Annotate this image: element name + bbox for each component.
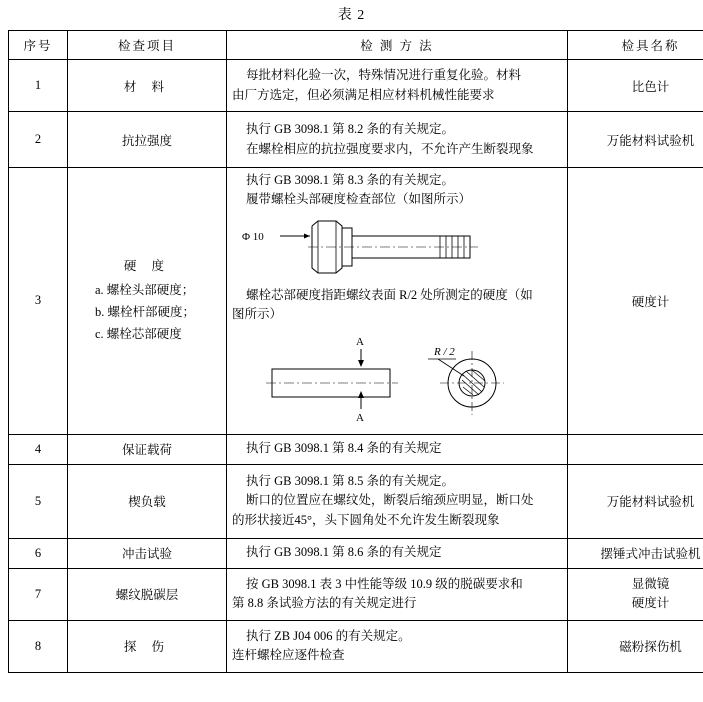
row-no: 7 xyxy=(9,568,68,620)
method-line: 每批材料化验一次，特殊情况进行重复化验。材料 xyxy=(246,68,522,83)
row-tool: 比色计 xyxy=(568,60,703,112)
row-no: 4 xyxy=(9,434,68,464)
table-row xyxy=(9,60,703,112)
row-method xyxy=(227,168,568,435)
hardness-subitem-list xyxy=(73,280,221,346)
method-line: 执行 GB 3098.1 第 8.6 条的有关规定 xyxy=(246,545,442,560)
method-line: 在螺栓相应的抗拉强度要求内，不允许产生断裂现象 xyxy=(246,141,534,156)
method-line: 执行 GB 3098.1 第 8.2 条的有关规定。 xyxy=(246,122,454,137)
radius-label: R / 2 xyxy=(434,345,455,358)
method-line: 由厂方选定，但必须满足相应材料机械性能要求 xyxy=(232,87,495,102)
method-line: 执行 GB 3098.1 第 8.4 条的有关规定 xyxy=(246,441,442,456)
list-item: b. 螺栓杆部硬度； xyxy=(95,304,196,319)
table-body xyxy=(9,60,703,673)
row-tool: 硬度计 xyxy=(568,168,703,435)
row-item: 抗拉强度 xyxy=(68,112,227,168)
row-item: 冲击试验 xyxy=(68,538,227,568)
row-method xyxy=(227,434,568,464)
row-tool: 万能材料试验机 xyxy=(568,112,703,168)
list-item: a. 螺栓头部硬度； xyxy=(95,282,195,297)
method-line: 连杆螺栓应逐件检查 xyxy=(232,648,345,662)
bolt-section-diagram-svg xyxy=(232,333,542,425)
table-header xyxy=(9,31,703,60)
row-tool: 磁粉探伤机 xyxy=(568,620,703,672)
table-row xyxy=(9,620,703,672)
row-method xyxy=(227,568,568,620)
method-line: 第 8.8 条试验方法的有关规定进行 xyxy=(232,596,417,610)
tool-line: 硬度计 xyxy=(631,596,670,610)
row-method xyxy=(227,112,568,168)
method-line: 的形状接近45°，头下圆角处不允许发生断裂现象 xyxy=(232,512,500,527)
table-caption: 表 2 xyxy=(337,8,366,23)
inspection-table xyxy=(8,30,703,673)
column-header-item: 检查项目 xyxy=(68,31,227,60)
bolt-section-figure xyxy=(232,333,562,425)
row-item: 材 料 xyxy=(68,60,227,112)
row-method xyxy=(227,464,568,538)
row-no: 3 xyxy=(9,168,68,435)
row-no: 6 xyxy=(9,538,68,568)
row-item: 楔负载 xyxy=(68,464,227,538)
table-row xyxy=(9,538,703,568)
section-label-a-top: A xyxy=(356,335,364,348)
list-item: c. 螺栓芯部硬度 xyxy=(95,326,182,341)
method-line: 图所示） xyxy=(232,307,283,322)
table-row xyxy=(9,112,703,168)
bolt-head-figure xyxy=(232,218,562,280)
method-line: 履带螺栓头部硬度检查部位（如图所示） xyxy=(246,192,472,207)
method-line: 按 GB 3098.1 表 3 中性能等级 10.9 级的脱碳要求和 xyxy=(246,576,523,591)
row-method xyxy=(227,60,568,112)
row-tool xyxy=(568,434,703,464)
tool-line: 显微镜 xyxy=(631,577,670,592)
row-item: 螺纹脱碳层 xyxy=(68,568,227,620)
row-item: 探 伤 xyxy=(68,620,227,672)
method-line: 执行 GB 3098.1 第 8.5 条的有关规定。 xyxy=(246,473,454,488)
row-method xyxy=(227,620,568,672)
table-row xyxy=(9,464,703,538)
row-tool xyxy=(568,568,703,620)
table-row xyxy=(9,434,703,464)
row-method xyxy=(227,538,568,568)
row-tool: 摆锤式冲击试验机 xyxy=(568,538,703,568)
column-header-method: 检 测 方 法 xyxy=(227,31,568,60)
column-header-no: 序号 xyxy=(9,31,68,60)
row-no: 2 xyxy=(9,112,68,168)
row-item-title: 硬 度 xyxy=(123,258,171,273)
method-line: 执行 GB 3098.1 第 8.3 条的有关规定。 xyxy=(246,173,454,187)
row-no: 5 xyxy=(9,464,68,538)
method-line: 执行 ZB J04 006 的有关规定。 xyxy=(246,628,411,643)
table-row xyxy=(9,168,703,435)
method-line: 断口的位置应在螺纹处，断裂后缩颈应明显，断口处 xyxy=(246,493,534,508)
row-no: 1 xyxy=(9,60,68,112)
method-line: 螺栓芯部硬度指距螺纹表面 R/2 处所测定的硬度（如 xyxy=(246,287,533,302)
table-row xyxy=(9,568,703,620)
row-no: 8 xyxy=(9,620,68,672)
bolt-head-diagram-svg xyxy=(232,218,542,280)
column-header-tool: 检具名称 xyxy=(568,31,703,60)
row-tool: 万能材料试验机 xyxy=(568,464,703,538)
figure-dimension-label: Φ 10 xyxy=(242,230,264,243)
section-label-a-bottom: A xyxy=(356,411,364,424)
row-item: 保证载荷 xyxy=(68,434,227,464)
table-header-row xyxy=(9,31,703,60)
row-item xyxy=(68,168,227,435)
